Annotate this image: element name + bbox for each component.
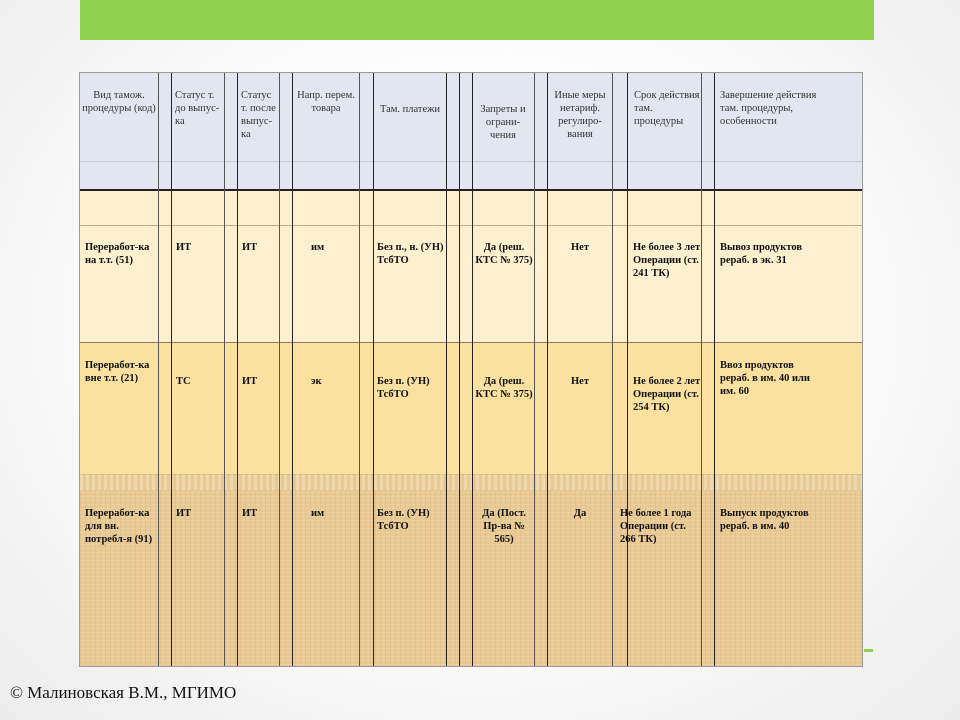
header-status-before: Статус т. до выпус-ка bbox=[175, 90, 220, 127]
cell-payments: Без п., н. (УН) ТсбТО bbox=[377, 242, 444, 266]
cell-status-before: ИТ bbox=[176, 242, 192, 253]
cell-term: Не более 1 года Операции (ст. 266 ТК) bbox=[620, 508, 692, 545]
cell-status-before: ТС bbox=[176, 376, 191, 387]
column-divider bbox=[373, 73, 374, 667]
row-texture-strip bbox=[80, 474, 862, 490]
column-divider bbox=[472, 73, 473, 667]
column-divider bbox=[171, 73, 172, 667]
column-divider bbox=[158, 73, 159, 667]
header-notch bbox=[446, 72, 472, 73]
column-divider bbox=[547, 73, 548, 667]
header-other-measures: Иные меры нетариф. регулиро-вания bbox=[554, 90, 606, 140]
column-divider bbox=[459, 73, 460, 667]
column-divider bbox=[292, 73, 293, 667]
cell-status-after: ИТ bbox=[242, 376, 258, 387]
column-divider bbox=[237, 73, 238, 667]
column-divider bbox=[446, 73, 447, 667]
cell-direction: им bbox=[311, 508, 325, 519]
header-procedure-type: Вид тамож. процедуры (код) bbox=[82, 90, 156, 114]
cell-term: Не более 3 лет Операции (ст. 241 ТК) bbox=[633, 242, 701, 279]
cell-procedure: Переработ-ка для вн. потребл-я (91) bbox=[85, 508, 153, 545]
cell-completion: Выпуск продуктов рераб. в им. 40 bbox=[720, 508, 809, 532]
column-divider bbox=[534, 73, 535, 667]
header-completion: Завершение действия там. процедуры, особенности bbox=[720, 90, 817, 127]
customs-procedures-table bbox=[79, 72, 863, 667]
accent-dash bbox=[864, 649, 873, 652]
cell-procedure: Переработ-ка на т.т. (51) bbox=[85, 242, 150, 266]
cell-procedure: Переработ-ка вне т.т. (21) bbox=[85, 360, 150, 384]
column-divider bbox=[359, 73, 360, 667]
column-divider bbox=[224, 73, 225, 667]
cell-status-after: ИТ bbox=[242, 508, 258, 519]
cell-direction: им bbox=[311, 242, 325, 253]
cell-status-after: ИТ bbox=[242, 242, 258, 253]
cell-payments: Без п. (УН) ТсбТО bbox=[377, 376, 430, 400]
top-accent-bar bbox=[80, 0, 874, 40]
cell-restrictions: Да (Пост. Пр-ва № 565) bbox=[482, 508, 526, 545]
cell-term: Не более 2 лет Операции (ст. 254 ТК) bbox=[633, 376, 701, 413]
cell-completion: Вывоз продуктов рераб. в эк. 31 bbox=[720, 242, 803, 266]
column-divider bbox=[612, 73, 613, 667]
cell-other-measures: Нет bbox=[571, 376, 589, 387]
column-divider bbox=[279, 73, 280, 667]
header-payments: Там. платежи bbox=[379, 104, 441, 115]
copyright-footer: © Малиновская В.М., МГИМО bbox=[10, 683, 237, 702]
cell-other-measures: Нет bbox=[571, 242, 589, 253]
cell-payments: Без п. (УН) ТсбТО bbox=[377, 508, 430, 532]
header-restrictions: Запреты и ограни-чения bbox=[480, 104, 526, 141]
cell-other-measures: Да bbox=[573, 508, 587, 519]
cell-restrictions: Да (реш. КТС № 375) bbox=[475, 242, 533, 266]
column-divider bbox=[701, 73, 702, 667]
column-divider bbox=[627, 73, 628, 667]
cell-status-before: ИТ bbox=[176, 508, 192, 519]
table-row bbox=[80, 474, 862, 667]
cell-completion: Ввоз продуктов рераб. в им. 40 или им. 60 bbox=[720, 360, 810, 397]
header-term: Срок действия там. процедуры bbox=[634, 90, 700, 127]
header-direction: Напр. перем. товара bbox=[297, 90, 355, 114]
table-blank-row bbox=[80, 189, 862, 227]
header-status-after: Статус т. после выпус-ка bbox=[241, 90, 276, 140]
table-subheader-row bbox=[80, 161, 862, 190]
column-divider bbox=[714, 73, 715, 667]
cell-direction: эк bbox=[311, 376, 322, 387]
cell-restrictions: Да (реш. КТС № 375) bbox=[475, 376, 533, 400]
